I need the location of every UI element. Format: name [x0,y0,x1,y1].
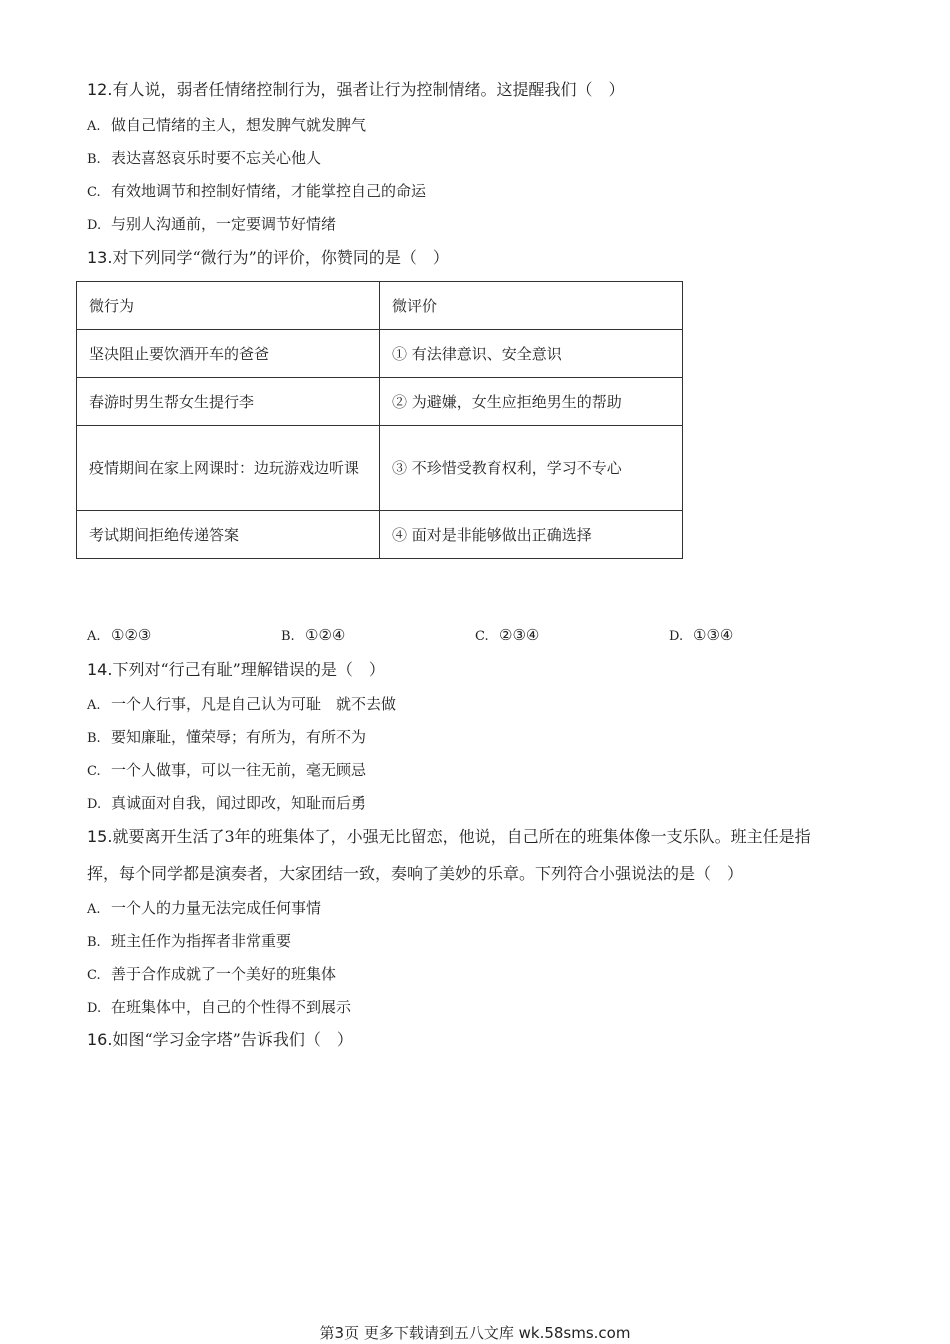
question-number: 16. [87,1030,113,1049]
table-cell: ④ 面对是非能够做出正确选择 [380,511,683,559]
option-text: 班主任作为指挥者非常重要 [111,932,292,950]
option-text: ①②③ [111,626,152,644]
q13-option-a[interactable] [87,626,151,644]
question-12-stem [87,80,624,100]
option-text: 一个人行事，凡是自己认为可耻 就不去做 [111,695,397,713]
question-number: 13. [87,248,113,267]
q12-option-a[interactable] [87,115,366,137]
question-text: 下列对“行己有耻”理解错误的是（ ） [112,660,385,679]
option-text: 一个人做事，可以一往无前，毫无顾忌 [111,761,367,779]
table-row [77,378,683,426]
option-key: B. [281,629,295,644]
table-row [77,511,683,559]
question-13-stem [87,248,449,268]
question-14-stem [87,660,385,680]
option-key: D. [669,629,684,644]
question-text: 有人说，弱者任情绪控制行为，强者让行为控制情绪。这提醒我们（ ） [112,80,625,99]
option-key: A. [87,119,101,134]
question-number: 12. [87,80,113,99]
option-text: 善于合作成就了一个美好的班集体 [111,965,337,983]
q12-option-b[interactable] [87,148,321,170]
option-text: ②③④ [499,626,540,644]
table-header-cell: 微行为 [77,282,380,330]
question-text: 就要离开生活了3年的班集体了，小强无比留恋，他说，自己所在的班集体像一支乐队。班主任是指 [112,827,811,846]
question-text: 对下列同学“微行为”的评价，你赞同的是（ ） [112,248,449,267]
option-text: 有效地调节和控制好情绪，才能掌控自己的命运 [111,182,427,200]
q13-option-d[interactable] [669,626,733,644]
table-row [77,426,683,511]
option-text: 在班集体中，自己的个性得不到展示 [111,998,352,1016]
option-text: ①③④ [693,626,734,644]
table-cell: 疫情期间在家上网课时：边玩游戏边听课 [77,426,380,511]
question-number: 15. [87,827,113,846]
option-key: C. [87,185,101,200]
q15-option-c[interactable] [87,964,336,986]
option-text: 表达喜怒哀乐时要不忘关心他人 [111,149,322,167]
q14-option-d[interactable] [87,793,366,815]
option-key: B. [87,731,101,746]
option-key: B. [87,935,101,950]
option-text: 真诚面对自我，闻过即改，知耻而后勇 [111,794,367,812]
q15-option-a[interactable] [87,898,321,920]
option-text: 要知廉耻，懂荣辱；有所为，有所不为 [111,728,367,746]
question-15-stem-line1 [87,827,811,847]
q15-option-b[interactable] [87,931,291,953]
table-cell: 考试期间拒绝传递答案 [77,511,380,559]
question-text: 如图“学习金字塔”告诉我们（ ） [112,1030,353,1049]
option-text: 做自己情绪的主人，想发脾气就发脾气 [111,116,367,134]
option-text: 与别人沟通前，一定要调节好情绪 [111,215,337,233]
option-key: C. [87,968,101,983]
option-text: 一个人的力量无法完成任何事情 [111,899,322,917]
table-cell: ① 有法律意识、安全意识 [380,330,683,378]
q13-option-c[interactable] [475,626,539,644]
behavior-evaluation-table [76,281,683,559]
option-text: ①②④ [305,626,346,644]
page-footer[interactable]: 第3页 更多下载请到五八文库 wk.58sms.com [319,1324,631,1342]
option-key: B. [87,152,101,167]
option-key: D. [87,797,102,812]
q14-option-b[interactable] [87,727,366,749]
option-key: C. [475,629,489,644]
table-header-cell: 微评价 [380,282,683,330]
question-16-stem [87,1030,353,1050]
q14-option-a[interactable] [87,694,396,716]
q12-option-d[interactable] [87,214,336,236]
question-number: 14. [87,660,113,679]
option-key: C. [87,764,101,779]
option-key: A. [87,698,101,713]
q12-option-c[interactable] [87,181,426,203]
option-key: A. [87,902,101,917]
option-key: D. [87,218,102,233]
table-row [77,330,683,378]
table-cell: ③ 不珍惜受教育权利，学习不专心 [380,426,683,511]
table-cell: 春游时男生帮女生提行李 [77,378,380,426]
table-header-row [77,282,683,330]
q15-option-d[interactable] [87,997,351,1019]
option-key: D. [87,1001,102,1016]
q13-option-b[interactable] [281,626,345,644]
table-cell: ② 为避嫌，女生应拒绝男生的帮助 [380,378,683,426]
table-cell: 坚决阻止要饮酒开车的爸爸 [77,330,380,378]
question-15-stem-line2: 挥，每个同学都是演奏者，大家团结一致，奏响了美妙的乐章。下列符合小强说法的是（ ） [87,864,744,883]
option-key: A. [87,629,101,644]
q14-option-c[interactable] [87,760,366,782]
